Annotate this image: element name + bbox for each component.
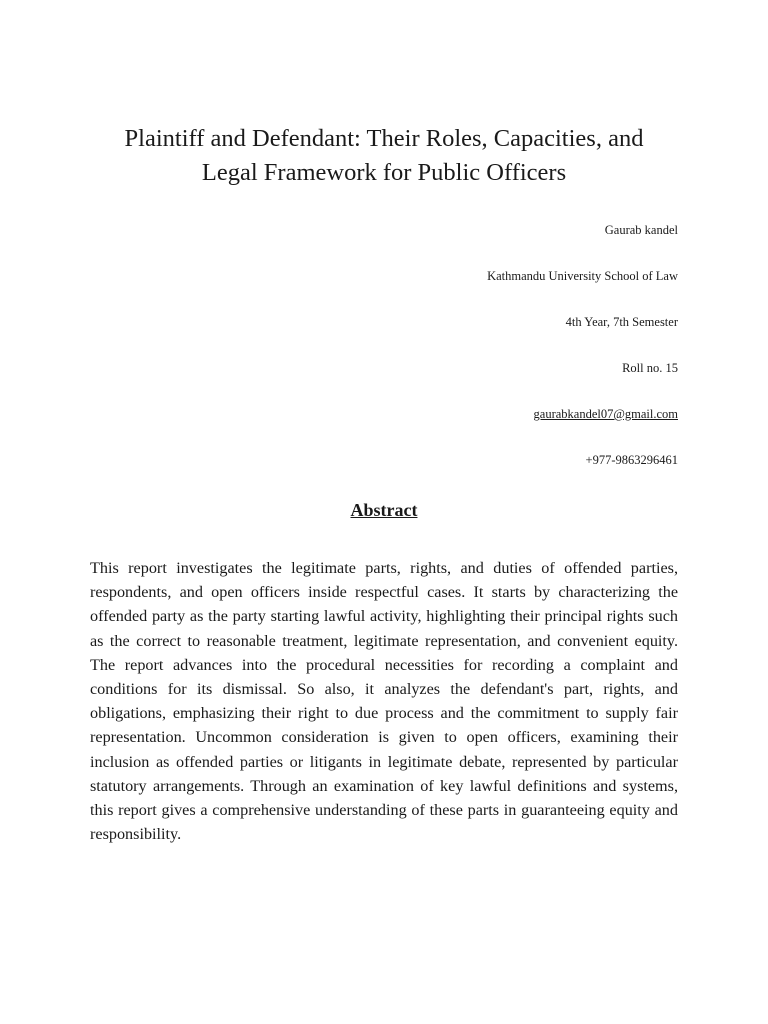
author-email-link[interactable]: gaurabkandel07@gmail.com — [533, 407, 678, 421]
author-name: Gaurab kandel — [604, 223, 678, 237]
author-year-semester: 4th Year, 7th Semester — [565, 315, 678, 329]
author-info — [487, 222, 678, 498]
abstract-heading: Abstract — [350, 500, 418, 520]
abstract-paragraph: This report investigates the legitimate parts, rights, and duties of offended parties, respondents, and open officers inside respectful cases. It starts by characterizing the offended party as the party starting lawful activity, highlighting their principal rights such as the correct to reasonable treatment, legitimate representation, and convenient equity. The report advances into the procedural necessities for recording a complaint and conditions for its dismissal. So also, it analyzes the defendant's part, rights, and obligations, emphasizing their right to due process and the commitment to supply fair representation. Uncommon consideration is given to open officers, examining their inclusion as offended parties or litigants in legitimate debate, represented by particular statutory arrangements. Through an examination of key lawful definitions and systems, this report gives a comprehensive understanding of these parts in guaranteeing equity and responsibility. — [90, 559, 678, 844]
author-phone: +977-9863296461 — [585, 453, 678, 467]
author-roll-number: Roll no. 15 — [622, 361, 678, 375]
author-institution: Kathmandu University School of Law — [487, 269, 678, 283]
title-line-2: Legal Framework for Public Officers — [201, 159, 567, 186]
title-line-1: Plaintiff and Defendant: Their Roles, Capacities, and — [124, 125, 644, 152]
document-title — [90, 122, 678, 190]
